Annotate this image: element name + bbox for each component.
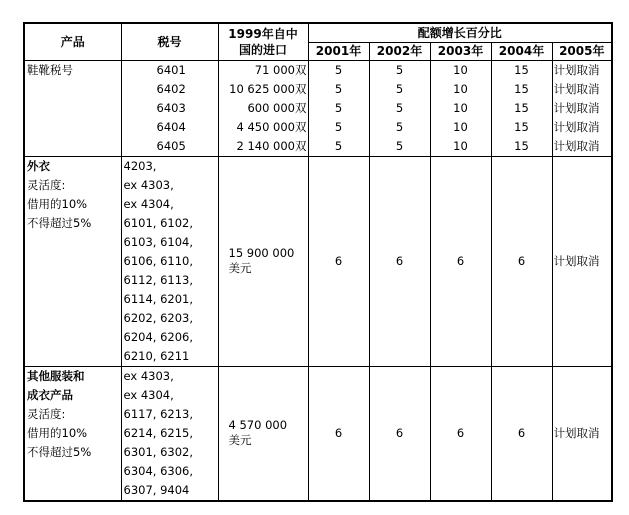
shoes-import-value: 71 000双 [254,62,307,77]
shoes-tariffs [121,60,218,156]
header-product: 产品 [24,23,121,60]
tariff-code: 6210, 6211 [123,348,190,363]
outerwear-section [24,156,612,366]
shoes-product: 鞋靴税号 [24,60,121,156]
quota-value: 5 [334,62,343,77]
shoes-2004 [491,60,552,156]
flexibility-note: 不得超过5% [27,215,92,230]
quota-value: 15 [514,138,529,153]
tariff-code: 6114, 6201, [123,291,193,306]
other-apparel-title: 成衣产品 [27,387,73,402]
shoes-imports [218,60,308,156]
tariff-code: 6204, 6206, [123,329,193,344]
outerwear-title: 外衣 [27,158,50,173]
other-apparel-2005: 计划取消 [552,366,612,501]
shoes-tariff: 6402 [156,81,186,96]
other-apparel-2001: 6 [308,366,369,501]
tariff-code: 4203, [123,158,157,173]
shoes-import-value: 4 450 000双 [236,119,307,134]
flexibility-note: 灵活度: [27,406,66,421]
flexibility-note: 借用的10% [27,425,88,440]
other-apparel-imports [218,366,308,501]
other-apparel-section [24,366,612,501]
header-year-2005: 2005年 [552,42,612,60]
outerwear-2005: 计划取消 [552,156,612,366]
outerwear-2001: 6 [308,156,369,366]
tariff-code: 6101, 6102, [123,215,193,230]
quota-value: 5 [334,138,343,153]
tariff-code: ex 4303, [123,177,174,192]
tariff-code: 6202, 6203, [123,310,193,325]
quota-value: 5 [395,81,404,96]
quota-value: 15 [514,119,529,134]
outerwear-2002: 6 [369,156,430,366]
quota-status: 计划取消 [553,100,600,115]
quota-value: 15 [514,62,529,77]
tariff-code: 6301, 6302, [123,444,193,459]
header-imports-label: 1999年自中国的进口 [228,26,298,57]
tariff-code: 6304, 6306, [123,463,193,478]
quota-value: 5 [334,119,343,134]
shoes-tariff: 6403 [156,100,186,115]
tariff-code: 6112, 6113, [123,272,193,287]
shoes-import-value: 600 000双 [247,100,307,115]
outerwear-2004: 6 [491,156,552,366]
quota-status: 计划取消 [553,62,600,77]
tariff-code: ex 4304, [123,387,174,402]
outerwear-imports [218,156,308,366]
shoes-tariff: 6401 [156,62,186,77]
header-quota-growth: 配额增长百分比 [308,23,612,42]
other-apparel-2003: 6 [430,366,491,501]
flexibility-note: 不得超过5% [27,444,92,459]
quota-value: 10 [453,100,468,115]
header-year-2003: 2003年 [430,42,491,60]
quota-table [23,22,613,502]
shoes-2003 [430,60,491,156]
quota-value: 5 [395,138,404,153]
shoes-import-value: 2 140 000双 [236,138,307,153]
tariff-code: 6103, 6104, [123,234,193,249]
other-apparel-title: 其他服装和 [27,368,85,383]
quota-value: 10 [453,81,468,96]
header-year-2001: 2001年 [308,42,369,60]
tariff-code: 6214, 6215, [123,425,193,440]
outerwear-2003: 6 [430,156,491,366]
other-apparel-product [24,366,121,501]
outerwear-product [24,156,121,366]
shoes-2005 [552,60,612,156]
other-apparel-import-value: 4 570 000 [228,418,288,432]
quota-value: 5 [334,81,343,96]
outerwear-import-value: 15 900 000 [228,246,295,260]
quota-value: 10 [453,138,468,153]
quota-value: 15 [514,100,529,115]
quota-value: 10 [453,119,468,134]
shoes-import-value: 10 625 000双 [229,81,307,96]
header-imports [218,23,308,60]
quota-status: 计划取消 [553,81,600,96]
tariff-code: 6117, 6213, [123,406,193,421]
tariff-code: 6106, 6110, [123,253,193,268]
quota-status: 计划取消 [553,119,600,134]
flexibility-note: 灵活度: [27,177,66,192]
tariff-code: ex 4303, [123,368,174,383]
other-apparel-2002: 6 [369,366,430,501]
other-apparel-2004: 6 [491,366,552,501]
quota-status: 计划取消 [553,138,600,153]
shoes-section [24,60,612,156]
shoes-2001 [308,60,369,156]
header-year-2002: 2002年 [369,42,430,60]
other-apparel-tariffs [121,366,218,501]
shoes-tariff: 6404 [156,119,186,134]
flexibility-note: 借用的10% [27,196,88,211]
quota-value: 15 [514,81,529,96]
quota-value: 5 [395,100,404,115]
outerwear-tariffs [121,156,218,366]
quota-value: 5 [334,100,343,115]
tariff-code: 6307, 9404 [123,482,190,497]
shoes-tariff: 6405 [156,138,186,153]
header-year-2004: 2004年 [491,42,552,60]
quota-value: 5 [395,119,404,134]
shoes-2002 [369,60,430,156]
header-tariff: 税号 [121,23,218,60]
quota-value: 10 [453,62,468,77]
quota-value: 5 [395,62,404,77]
other-apparel-import-unit: 美元 [228,433,252,447]
outerwear-import-unit: 美元 [228,261,252,275]
tariff-code: ex 4304, [123,196,174,211]
